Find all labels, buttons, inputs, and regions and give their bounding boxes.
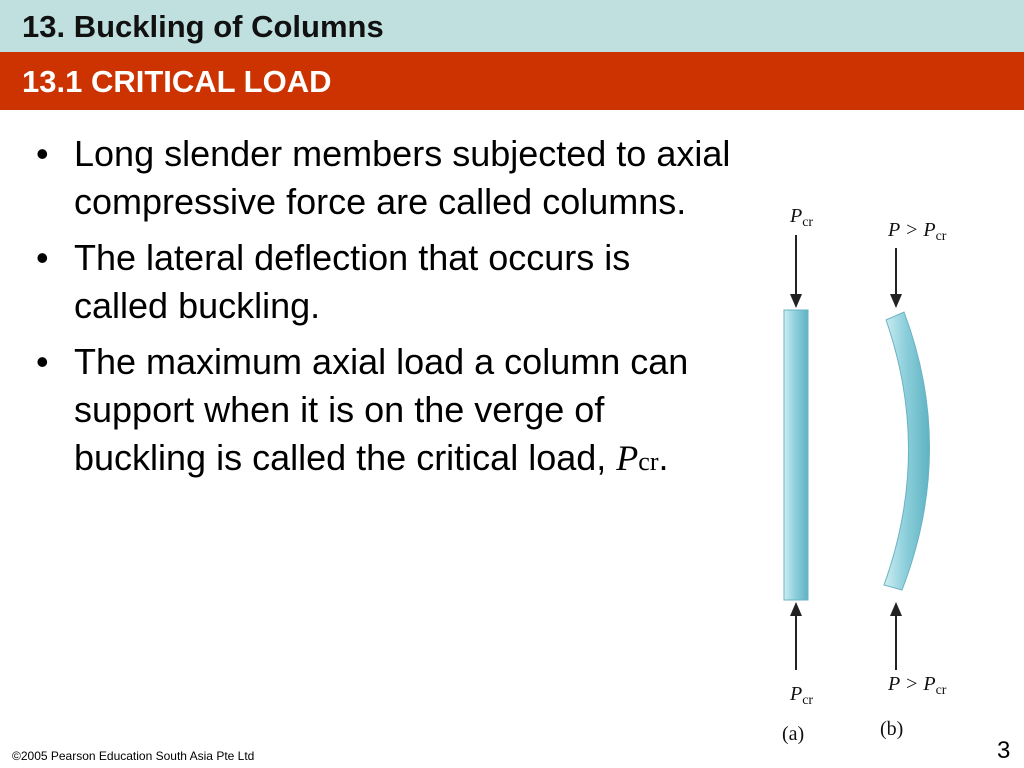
section-header-bar [0,52,1024,110]
bullet-text: The lateral deflection that occurs is called buckling. [74,237,631,326]
column-a-body [784,310,808,600]
page-number: 3 [997,737,1011,764]
column-a-caption: (a) [782,723,805,745]
column-b-body [884,312,930,590]
bullet-item [30,234,790,330]
column-b [880,219,947,740]
section-title: 13.1 CRITICAL LOAD [22,64,332,99]
buckling-figure-svg [760,190,1000,760]
column-b-top-arrowhead [890,294,902,308]
footer-copyright: ©2005 Pearson Education South Asia Pte Ltd [12,749,255,763]
chapter-header-bar [0,0,1024,52]
bullet-dot: • [36,133,49,174]
bullet-dot: • [36,341,49,382]
critical-load-symbol: P [616,438,639,478]
column-b-top-label: $P > P_{cr}$ [888,219,947,244]
bullet-text: Long slender members subjected to axial compressive force are called columns. [74,133,731,222]
column-a-bottom-arrowhead [790,602,802,616]
buckling-figure [760,190,1000,760]
column-b-bottom-label: $P > P_{cr}$ [888,673,947,698]
bullet-item [30,130,790,226]
bullet-text: The maximum axial load a column can support when it is on the verge of buckling is called the critical load, [74,341,689,478]
column-a-top-label: $P_{cr}$ [790,205,814,230]
column-a [782,205,813,745]
critical-load-subscript: cr [638,447,659,476]
column-b-caption: (b) [880,718,904,740]
bullet-list [30,130,790,494]
chapter-title: 13. Buckling of Columns [22,9,384,44]
column-a-bottom-label: $P_{cr}$ [790,683,814,708]
bullet-text-end: . [658,437,669,478]
bullet-dot: • [36,237,49,278]
bullet-item [30,338,790,486]
column-a-top-arrowhead [790,294,802,308]
column-b-bottom-arrowhead [890,602,902,616]
